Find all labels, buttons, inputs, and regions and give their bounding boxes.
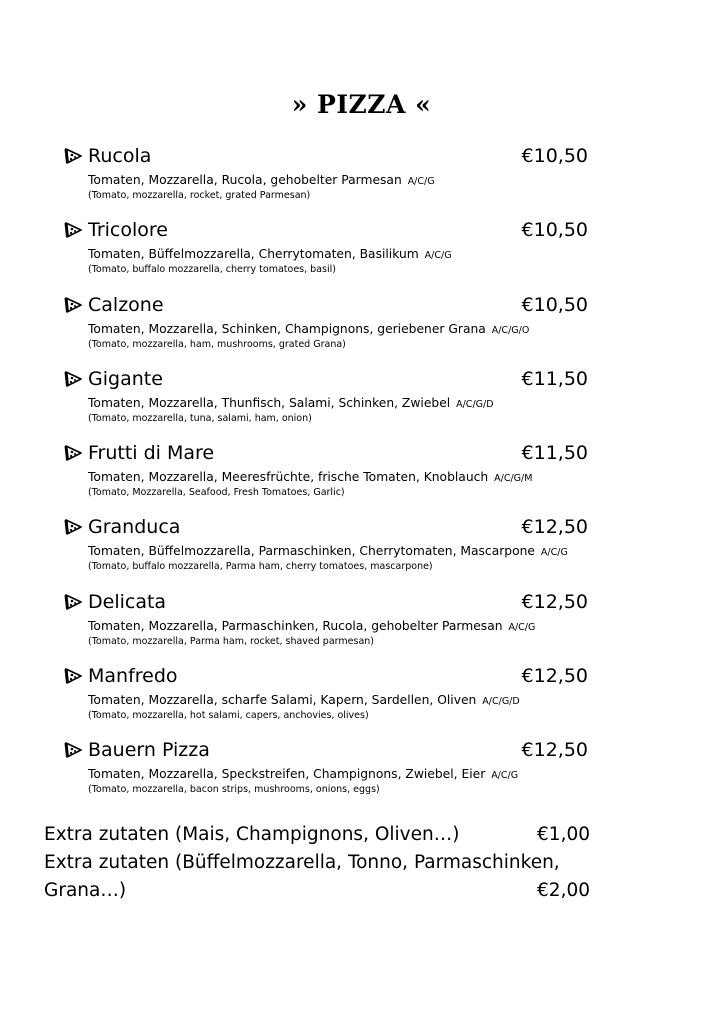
item-price: €12,50 bbox=[521, 516, 588, 539]
menu-item bbox=[64, 591, 604, 665]
item-price: €10,50 bbox=[521, 293, 588, 316]
extra-line bbox=[44, 880, 604, 908]
item-description-en: (Tomato, mozzarella, hot salami, capers, anchovies, olives) bbox=[88, 710, 369, 722]
menu-item bbox=[64, 739, 604, 813]
pizza-slice-icon bbox=[64, 297, 82, 313]
item-ingredients: Tomaten, Mozzarella, Schinken, Champignons, geriebener Grana bbox=[88, 321, 486, 336]
item-description-en: (Tomato, mozzarella, ham, mushrooms, grated Grana) bbox=[88, 338, 346, 350]
item-description-de bbox=[88, 767, 518, 781]
pizza-slice-icon bbox=[64, 445, 82, 461]
extra-price: €1,00 bbox=[537, 824, 590, 845]
item-name: Calzone bbox=[88, 293, 164, 316]
pizza-slice-icon bbox=[64, 668, 82, 684]
menu-item bbox=[64, 145, 604, 219]
item-description-de bbox=[88, 544, 568, 558]
item-ingredients: Tomaten, Mozzarella, Parmaschinken, Rucola, gehobelter Parmesan bbox=[88, 618, 503, 633]
menu-item bbox=[64, 516, 604, 590]
item-description-de bbox=[88, 396, 494, 410]
extra-label: Extra zutaten (Mais, Champignons, Oliven…) bbox=[44, 824, 460, 845]
item-allergens: A/C/G bbox=[491, 770, 519, 782]
item-allergens: A/C/G/D bbox=[456, 398, 494, 410]
pizza-slice-icon bbox=[64, 148, 82, 164]
item-allergens: A/C/G/D bbox=[482, 696, 520, 708]
item-name: Granduca bbox=[88, 516, 181, 539]
item-description-de bbox=[88, 322, 529, 336]
item-allergens: A/C/G/O bbox=[491, 324, 530, 336]
item-name: Manfredo bbox=[88, 665, 178, 688]
item-allergens: A/C/G bbox=[540, 547, 568, 559]
item-name: Gigante bbox=[88, 367, 163, 390]
item-description-en: (Tomato, buffalo mozzarella, cherry tomatoes, basil) bbox=[88, 264, 336, 276]
item-name: Delicata bbox=[88, 590, 167, 613]
menu-item bbox=[64, 368, 604, 442]
item-ingredients: Tomaten, Mozzarella, Meeresfrüchte, frische Tomaten, Knoblauch bbox=[88, 470, 489, 485]
item-name: Bauern Pizza bbox=[88, 739, 210, 762]
item-name: Frutti di Mare bbox=[88, 442, 215, 465]
item-description-de bbox=[88, 693, 520, 707]
item-description-de bbox=[88, 173, 435, 187]
pizza-slice-icon bbox=[64, 371, 82, 387]
item-ingredients: Tomaten, Mozzarella, Rucola, gehobelter Parmesan bbox=[88, 173, 402, 187]
item-name: Tricolore bbox=[88, 219, 168, 242]
pizza-slice-icon bbox=[64, 594, 82, 610]
item-ingredients: Tomaten, Mozzarella, Speckstreifen, Champignons, Zwiebel, Eier bbox=[88, 767, 486, 782]
item-price: €10,50 bbox=[521, 145, 588, 167]
item-price: €11,50 bbox=[521, 442, 588, 465]
extra-line bbox=[44, 824, 604, 852]
item-price: €12,50 bbox=[521, 665, 588, 688]
pizza-slice-icon bbox=[64, 519, 82, 535]
item-ingredients: Tomaten, Büffelmozzarella, Cherrytomaten, Basilikum bbox=[88, 247, 419, 262]
item-allergens: A/C/G bbox=[407, 176, 435, 187]
pizza-slice-icon bbox=[64, 742, 82, 758]
item-ingredients: Tomaten, Mozzarella, Thunfisch, Salami, Schinken, Zwiebel bbox=[88, 395, 451, 410]
extra-price: €2,00 bbox=[537, 880, 590, 901]
menu-item bbox=[64, 219, 604, 293]
extra-label: Extra zutaten (Büffelmozzarella, Tonno, Parmaschinken, bbox=[44, 852, 560, 873]
item-description-en: (Tomato, mozzarella, Parma ham, rocket, shaved parmesan) bbox=[88, 635, 374, 647]
item-price: €11,50 bbox=[521, 367, 588, 390]
extras-section bbox=[44, 824, 604, 908]
item-allergens: A/C/G bbox=[424, 250, 452, 262]
item-description-de bbox=[88, 470, 532, 484]
menu-list bbox=[64, 145, 604, 814]
item-allergens: A/C/G/M bbox=[494, 473, 533, 485]
page-title: » PIZZA « bbox=[291, 90, 432, 119]
item-description-en: (Tomato, buffalo mozzarella, Parma ham, cherry tomatoes, mascarpone) bbox=[88, 561, 433, 573]
item-price: €10,50 bbox=[521, 219, 588, 242]
item-name: Rucola bbox=[88, 145, 152, 167]
item-description-en: (Tomato, mozzarella, rocket, grated Parmesan) bbox=[88, 190, 311, 201]
item-description-de bbox=[88, 247, 452, 261]
item-price: €12,50 bbox=[521, 739, 588, 762]
item-description-en: (Tomato, Mozzarella, Seafood, Fresh Tomatoes, Garlic) bbox=[88, 487, 345, 499]
menu-item bbox=[64, 294, 604, 368]
item-description-en: (Tomato, mozzarella, tuna, salami, ham, onion) bbox=[88, 412, 312, 424]
item-description-en: (Tomato, mozzarella, bacon strips, mushrooms, onions, eggs) bbox=[88, 784, 380, 796]
menu-item bbox=[64, 442, 604, 516]
menu-item bbox=[64, 665, 604, 739]
item-ingredients: Tomaten, Mozzarella, scharfe Salami, Kapern, Sardellen, Oliven bbox=[88, 693, 477, 708]
item-ingredients: Tomaten, Büffelmozzarella, Parmaschinken, Cherrytomaten, Mascarpone bbox=[88, 544, 535, 559]
item-allergens: A/C/G bbox=[508, 621, 536, 633]
item-price: €12,50 bbox=[521, 590, 588, 613]
pizza-slice-icon bbox=[64, 222, 82, 238]
extra-line bbox=[44, 852, 604, 880]
extra-label: Grana…) bbox=[44, 880, 127, 901]
item-description-de bbox=[88, 619, 535, 633]
